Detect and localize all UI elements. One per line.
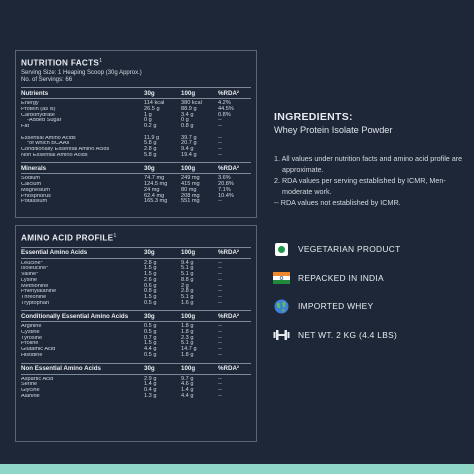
- table-section-header: [21, 87, 251, 99]
- table-cell: --: [218, 146, 222, 153]
- badge-vegetarian-label: VEGETARIAN PRODUCT: [298, 244, 401, 254]
- table-cell: Leucine*: [21, 260, 43, 266]
- table-cell: 5.1 g: [181, 265, 194, 272]
- accent-strip: [0, 464, 474, 474]
- table-cell: --: [218, 392, 222, 399]
- table-cell: --: [218, 340, 222, 347]
- table-cell: --: [218, 351, 222, 358]
- table-cell: 0.5 g: [144, 351, 157, 358]
- table-section-header: [21, 310, 251, 322]
- header-cell: 30g: [144, 164, 155, 172]
- table-section-rows: [21, 134, 251, 163]
- table-cell: 1.5 g: [144, 340, 157, 347]
- serving-size: Serving Size: 1 Heaping Scoop (30g Approx.): [21, 69, 142, 76]
- table-section-rows: [21, 99, 251, 134]
- table-cell: 1.6 g: [181, 299, 194, 306]
- amino-acid-panel: [15, 225, 257, 442]
- table-cell: 1 g: [144, 111, 152, 118]
- table-cell: 39.7 g: [181, 134, 197, 141]
- table-cell: Glycine: [21, 387, 40, 393]
- table-cell: 88.9 g: [181, 105, 197, 112]
- table-cell: 4.4 g: [181, 392, 194, 399]
- table-cell: *of which BCAAs: [27, 141, 70, 147]
- table-cell: 1.8 g: [181, 329, 194, 336]
- table-cell: Lysine: [21, 277, 37, 283]
- table-cell: 0.4 g: [144, 386, 157, 393]
- table-cell: 0.2 g: [144, 122, 157, 129]
- table-cell: 62.4 mg: [144, 192, 165, 199]
- ingredients-heading: INGREDIENTS:: [274, 111, 353, 123]
- table-cell: Proline: [21, 341, 39, 347]
- table-row: [21, 124, 251, 130]
- header-cell: %RDA²: [218, 249, 239, 257]
- header-cell: 100g: [181, 164, 196, 172]
- table-cell: 26.5 g: [144, 105, 160, 112]
- table-cell: 20.7 g: [181, 140, 197, 147]
- table-cell: Cystine: [21, 330, 40, 336]
- table-cell: 249 mg: [181, 175, 200, 182]
- dumbbell-icon: [273, 327, 290, 343]
- table-section-rows: [21, 322, 251, 362]
- table-cell: --: [218, 276, 222, 283]
- table-cell: --: [218, 265, 222, 272]
- table-cell: --: [218, 271, 222, 278]
- header-cell: Essential Amino Acids: [21, 249, 88, 257]
- table-cell: 415 mg: [181, 181, 200, 188]
- header-cell: Non Essential Amino Acids: [21, 365, 101, 373]
- table-cell: 0.5 g: [144, 299, 157, 306]
- header-cell: 30g: [144, 89, 155, 97]
- table-cell: Isoleucine*: [21, 266, 49, 272]
- header-cell: %RDA²: [218, 365, 239, 373]
- footnote-1: 1. All values under nutrition facts and amino acid profile are approximate.: [274, 154, 463, 174]
- table-cell: 9.4 g: [181, 259, 194, 266]
- table-cell: 0.8 g: [144, 288, 157, 295]
- table-cell: 208 mg: [181, 192, 200, 199]
- table-cell: Serine: [21, 382, 38, 388]
- table-cell: Essential Amino Acids: [21, 135, 76, 141]
- table-cell: 5.8 g: [144, 151, 157, 158]
- badge-vegetarian: [273, 241, 401, 257]
- table-cell: --: [218, 299, 222, 306]
- table-cell: 1.4 g: [181, 386, 194, 393]
- table-cell: 10.4%: [218, 192, 234, 199]
- amino-acid-table: [21, 247, 251, 404]
- table-cell: --: [218, 375, 222, 382]
- servings-count: No. of Servings: 66: [21, 76, 73, 83]
- table-cell: 11.9 g: [144, 134, 160, 141]
- table-cell: 1.4 g: [144, 381, 157, 388]
- table-cell: --: [218, 346, 222, 353]
- table-cell: 0 g: [144, 117, 152, 124]
- footnote-3: -- RDA values not established by ICMR.: [274, 198, 401, 207]
- badge-net-weight-label: NET WT. 2 KG (4.4 LBS): [298, 330, 398, 340]
- table-cell: 0.7 g: [144, 334, 157, 341]
- table-cell: 5.1 g: [181, 271, 194, 278]
- header-cell: 100g: [181, 312, 196, 320]
- table-cell: --: [218, 381, 222, 388]
- table-cell: 1.8 g: [181, 351, 194, 358]
- table-cell: 2.6 g: [144, 276, 157, 283]
- header-cell: 30g: [144, 312, 155, 320]
- table-cell: --: [218, 117, 222, 124]
- table-cell: 0 g: [181, 117, 189, 124]
- table-section-rows: [21, 174, 251, 209]
- table-cell: 5.1 g: [181, 293, 194, 300]
- table-row: [21, 301, 251, 307]
- header-cell: 30g: [144, 365, 155, 373]
- header-cell: 100g: [181, 365, 196, 373]
- table-cell: 2.9 g: [144, 375, 157, 382]
- table-cell: --: [218, 198, 222, 205]
- nutrition-facts-panel: [15, 50, 257, 218]
- ingredients-text: Whey Protein Isolate Powder: [274, 125, 393, 135]
- table-cell: 1.5 g: [144, 265, 157, 272]
- table-cell: Methionine: [21, 283, 49, 289]
- table-cell: --: [218, 293, 222, 300]
- table-cell: Tryptophan: [21, 300, 50, 306]
- table-cell: 7.1%: [218, 186, 231, 193]
- table-cell: Fat: [21, 123, 30, 129]
- table-cell: 4.2%: [218, 100, 231, 107]
- veg-mark-icon: [273, 241, 290, 257]
- table-cell: Tyrosine: [21, 335, 43, 341]
- table-cell: 2.8 g: [181, 288, 194, 295]
- header-cell: 100g: [181, 89, 196, 97]
- table-cell: 80 mg: [181, 186, 197, 193]
- table-row: [21, 153, 251, 159]
- table-section-header: [21, 162, 251, 174]
- table-cell: 0.8 g: [181, 122, 194, 129]
- table-cell: 0.8%: [218, 111, 231, 118]
- table-cell: Aspartic Acid: [21, 376, 54, 382]
- table-cell: Sodium: [21, 176, 40, 182]
- table-cell: 1.8 g: [181, 323, 194, 330]
- table-cell: 14.7 g: [181, 346, 197, 353]
- amino-acid-title: [21, 231, 251, 244]
- table-cell: --: [218, 151, 222, 158]
- table-cell: --: [218, 122, 222, 129]
- table-cell: 0.5 g: [144, 323, 157, 330]
- nutrition-table: [21, 87, 251, 209]
- table-cell: 1.5 g: [144, 293, 157, 300]
- table-cell: 4.4 g: [144, 346, 157, 353]
- table-cell: 2.3 g: [181, 334, 194, 341]
- table-cell: 5.1 g: [181, 340, 194, 347]
- table-cell: --: [218, 288, 222, 295]
- table-cell: 0.5 g: [144, 329, 157, 336]
- table-cell: --: [218, 323, 222, 330]
- table-cell: Non Essential Amino Acids: [21, 152, 88, 158]
- table-cell: 8.8 g: [181, 276, 194, 283]
- table-cell: Histidine: [21, 352, 43, 358]
- table-cell: 4.6 g: [181, 381, 194, 388]
- badge-repacked-india-label: REPACKED IN INDIA: [298, 273, 384, 283]
- globe-icon: [273, 298, 290, 314]
- nutrition-title-mark: 1: [99, 58, 103, 64]
- badge-imported-whey-label: IMPORTED WHEY: [298, 301, 374, 311]
- table-cell: Arginine: [21, 324, 42, 330]
- table-cell: 3.4 g: [181, 111, 194, 118]
- amino-title-mark: 1: [113, 233, 117, 239]
- table-section-header: [21, 363, 251, 375]
- header-cell: %RDA²: [218, 312, 239, 320]
- header-cell: Conditionally Essential Amino Acids: [21, 312, 129, 320]
- table-cell: 5.8 g: [144, 140, 157, 147]
- table-cell: Potassium: [21, 199, 48, 205]
- table-cell: 114 kcal: [144, 100, 165, 107]
- badge-repacked-india: [273, 270, 384, 286]
- header-cell: Nutrients: [21, 89, 49, 97]
- table-cell: 74.7 mg: [144, 175, 165, 182]
- table-row: [21, 353, 251, 359]
- table-cell: 2.8 g: [144, 146, 157, 153]
- table-cell: 165.3 mg: [144, 198, 168, 205]
- table-cell: 9.7 g: [181, 375, 194, 382]
- table-cell: 124.5 mg: [144, 181, 168, 188]
- table-cell: Carbohydrate: [21, 112, 55, 118]
- table-cell: 3.6%: [218, 175, 231, 182]
- table-cell: Calcium: [21, 182, 42, 188]
- table-section-rows: [21, 259, 251, 311]
- india-flag-icon: [273, 270, 290, 286]
- table-section-rows: [21, 375, 251, 404]
- table-cell: --: [218, 386, 222, 393]
- table-cell: 0.6 g: [144, 282, 157, 289]
- footnotes: [274, 153, 464, 208]
- table-section-header: [21, 247, 251, 259]
- table-cell: Alanine: [21, 393, 40, 399]
- table-cell: Protein (as is): [21, 106, 56, 112]
- badge-imported-whey: [273, 298, 373, 314]
- table-cell: Conditionally Essential Amino Acids: [21, 147, 110, 153]
- table-cell: 380 kcal: [181, 100, 202, 107]
- table-cell: Phenylalanine: [21, 289, 57, 295]
- table-cell: -Added Sugar: [27, 118, 62, 124]
- table-cell: 551 mg: [181, 198, 200, 205]
- table-cell: Glutamic Acid: [21, 347, 56, 353]
- header-cell: %RDA²: [218, 89, 239, 97]
- header-cell: Minerals: [21, 164, 47, 172]
- table-cell: 9.4 g: [181, 146, 194, 153]
- table-cell: --: [218, 140, 222, 147]
- table-cell: Valine*: [21, 272, 39, 278]
- badge-net-weight: [273, 327, 397, 343]
- table-cell: 44.5%: [218, 105, 234, 112]
- table-row: [21, 394, 251, 400]
- header-cell: 100g: [181, 249, 196, 257]
- table-cell: --: [218, 282, 222, 289]
- table-row: [21, 199, 251, 205]
- table-cell: Energy: [21, 101, 39, 107]
- table-cell: 19.4 g: [181, 151, 197, 158]
- amino-title-text: AMINO ACID PROFILE: [21, 233, 114, 243]
- footnote-2: 2. RDA values per serving established by ICMR, Men-moderate work.: [274, 176, 446, 196]
- nutrition-facts-title: [21, 56, 251, 69]
- table-cell: Magnesium: [21, 187, 50, 193]
- table-cell: --: [218, 334, 222, 341]
- nutrition-title-text: NUTRITION FACTS: [21, 58, 100, 68]
- table-cell: 1.5 g: [144, 271, 157, 278]
- table-cell: Threonine: [21, 294, 47, 300]
- header-cell: %RDA²: [218, 164, 239, 172]
- table-cell: 20.8%: [218, 181, 234, 188]
- table-cell: 24 mg: [144, 186, 160, 193]
- table-cell: Phosphorus: [21, 193, 51, 199]
- table-cell: 2.8 g: [144, 259, 157, 266]
- table-cell: 1.3 g: [144, 392, 157, 399]
- table-cell: --: [218, 134, 222, 141]
- header-cell: 30g: [144, 249, 155, 257]
- table-cell: --: [218, 329, 222, 336]
- table-cell: 2 g: [181, 282, 189, 289]
- table-cell: --: [218, 259, 222, 266]
